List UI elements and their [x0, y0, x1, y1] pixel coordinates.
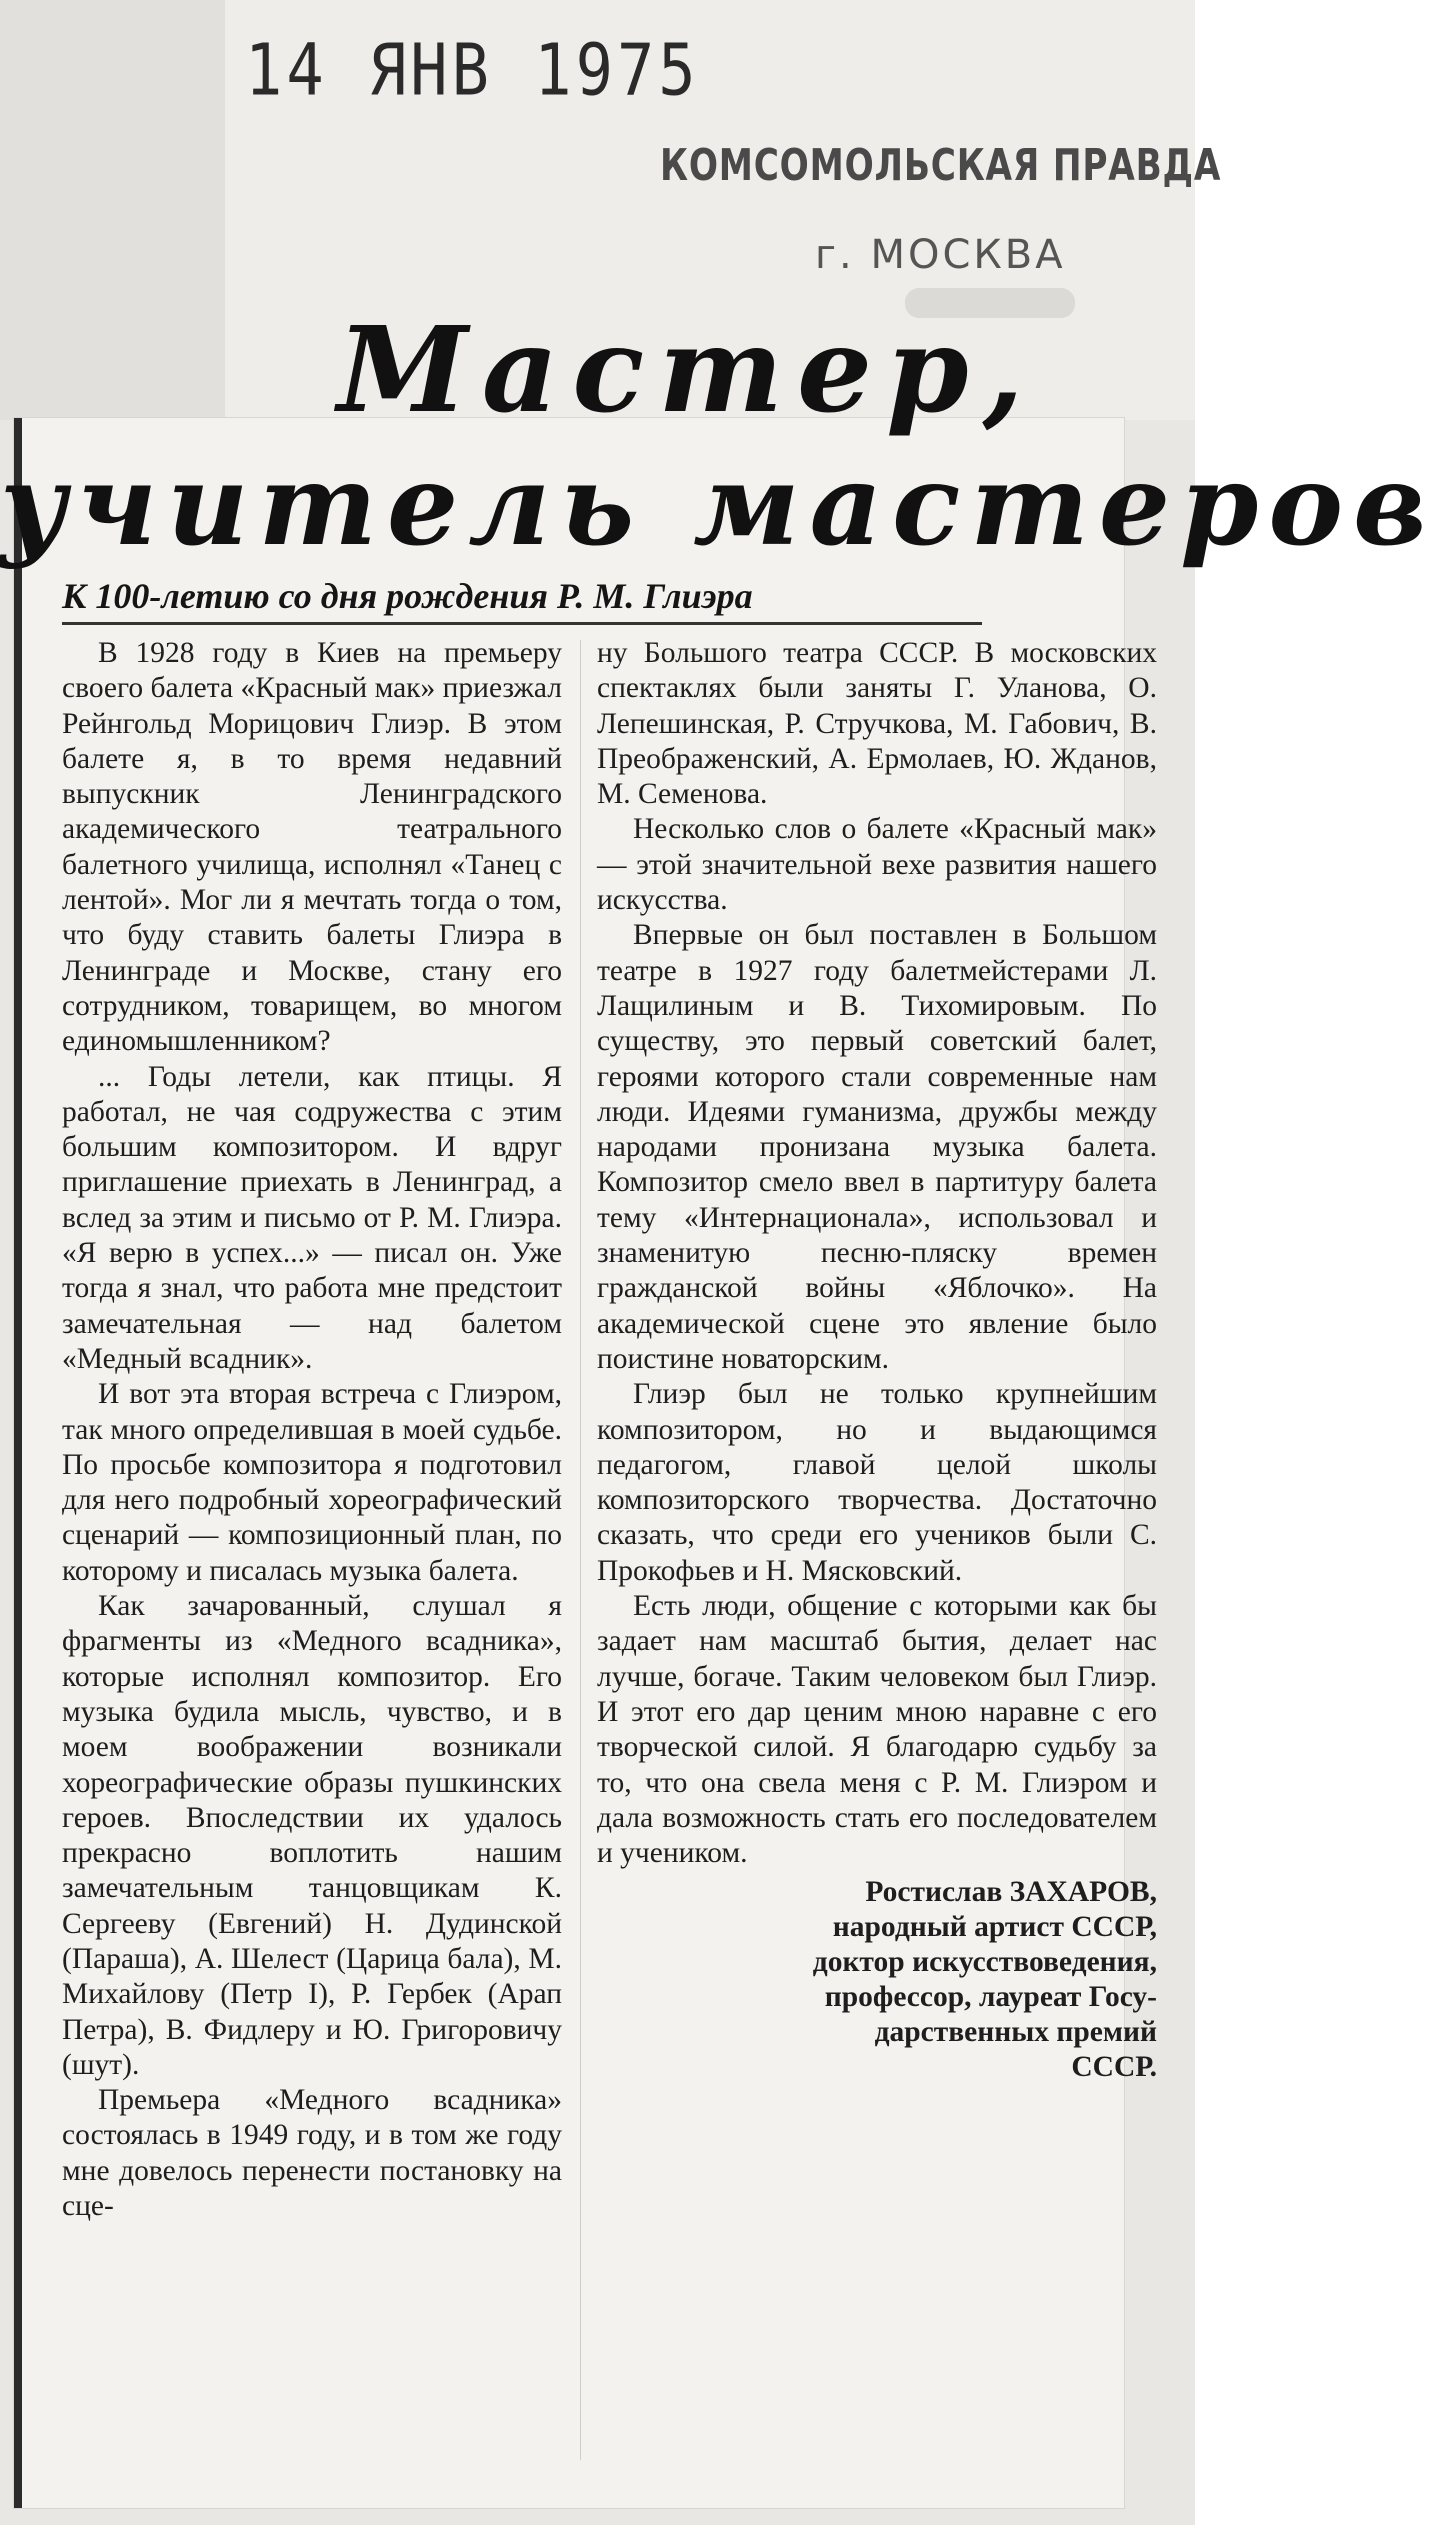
author-signature: [597, 1875, 1157, 2085]
author-title-line: профессор, лауреат Госу-: [824, 1981, 1157, 2014]
paragraph: И вот эта вторая встреча с Глиэром, так много определившая в моей судьбе. По просьбе композитора я подготовил для него подробный хореографический сценарий — композиционный план, по которому и писалась музыка балета.: [62, 1378, 562, 1587]
author-title-line: народный артист СССР,: [832, 1911, 1157, 1944]
article-title-line1: Мастер,: [337, 300, 1038, 439]
paragraph: ... Годы летели, как птицы. Я работал, не чая содружества с этим большим композитором. И вдруг приглашение приехать в Ленинград, а вслед за этим и письмо от Р. М. Глиэра. «Я верю в успех...» — писал он. Уже тогда я знал, что работа мне предстоит замечательная — над балетом «Медный всадник».: [62, 1060, 562, 1375]
author-title-line: СССР.: [1071, 2051, 1157, 2084]
newspaper-stamp: КОМСОМОЛЬСКАЯ ПРАВДА: [660, 140, 1222, 191]
city-stamp: г. МОСКВА: [815, 232, 1066, 278]
paragraph: В 1928 году в Киев на премьеру своего балета «Красный мак» приезжал Рейнгольд Морицович Глиэр. В этом балете я, в то время недавний выпускник Ленинградского академического театрального балетного училища, исполнял «Танец с лентой». Мог ли я мечтать тогда о том, что буду ставить балеты Глиэра в Ленинграде и Москве, стану его сотрудником, товарищем, во многом единомышленником?: [62, 637, 562, 1058]
paragraph: Впервые он был поставлен в Большом театре в 1927 году балетмейстерами Л. Лащилиным и В. Тихомировым. По существу, это первый советский балет, героями которого стали современные нам люди. Идеями гуманизма, дружбы между народами пронизана музыка балета. Композитор смело ввел в партитуру балета тему «Интернационала», использовал и знаменитую песню-пляску времен гражданской войны «Яблочко». На академической сцене это явление было поистине новаторским.: [597, 919, 1157, 1375]
paragraph: Несколько слов о балете «Красный мак» — этой значительной вехе развития нашего искусства.: [597, 813, 1157, 917]
paragraph: Есть люди, общение с которыми как бы задает нам масштаб бытия, делает нас лучше, богаче. Таким человеком был Глиэр. И этот его дар ценим мною наравне с его творческой силой. Я благодарю судьбу за то, что она свела меня с Р. М. Глиэром и дала возможность стать его последователем и учеником.: [597, 1590, 1157, 1870]
subtitle-underline: [62, 622, 982, 625]
article-column-right: [597, 636, 1157, 2085]
paragraph: ну Большого театра СССР. В московских спектаклях были заняты Г. Уланова, О. Лепешинская, Р. Стручкова, М. Габович, В. Преображенский, А. Ермолаев, Ю. Жданов, М. Семенова.: [597, 637, 1157, 811]
paragraph: Премьера «Медного всадника» состоялась в 1949 году, и в том же году мне довелось перенести постановку на сце-: [62, 2084, 562, 2223]
paragraph: Глиэр был не только крупнейшим композитором, но и выдающимся педагогом, главой целой школы композиторского творчества. Достаточно сказать, что среди его учеников были С. Прокофьев и Н. Мясковский.: [597, 1378, 1157, 1587]
date-stamp: 14 ЯНВ 1975: [245, 28, 700, 112]
author-title-line: доктор искусствоведения,: [812, 1946, 1157, 1979]
paragraph: Как зачарованный, слушал я фрагменты из «Медного всадника», которые исполнял композитор. Его музыка будила мысль, чувство, и в моем воображении возникали хореографические образы пушкинских героев. Впоследствии их удалось прекрасно воплотить нашим замечательным танцовщикам К. Сергееву (Евгений) Н. Дудинской (Параша), А. Шелест (Царица бала), М. Михайлову (Петр I), Р. Гербек (Арап Петра), В. Фидлеру и Ю. Григоровичу (шут).: [62, 1590, 562, 2081]
author-title-line: дарственных премий: [874, 2016, 1157, 2049]
article-title-line2: учитель мастеров: [0, 440, 1437, 571]
author-name: Ростислав ЗАХАРОВ,: [865, 1876, 1157, 1909]
column-divider: [580, 640, 581, 2460]
article-subtitle: К 100-летию со дня рождения Р. М. Глиэра: [62, 576, 753, 616]
clipping-dark-edge: [14, 418, 22, 2508]
article-column-left: [62, 636, 562, 2224]
